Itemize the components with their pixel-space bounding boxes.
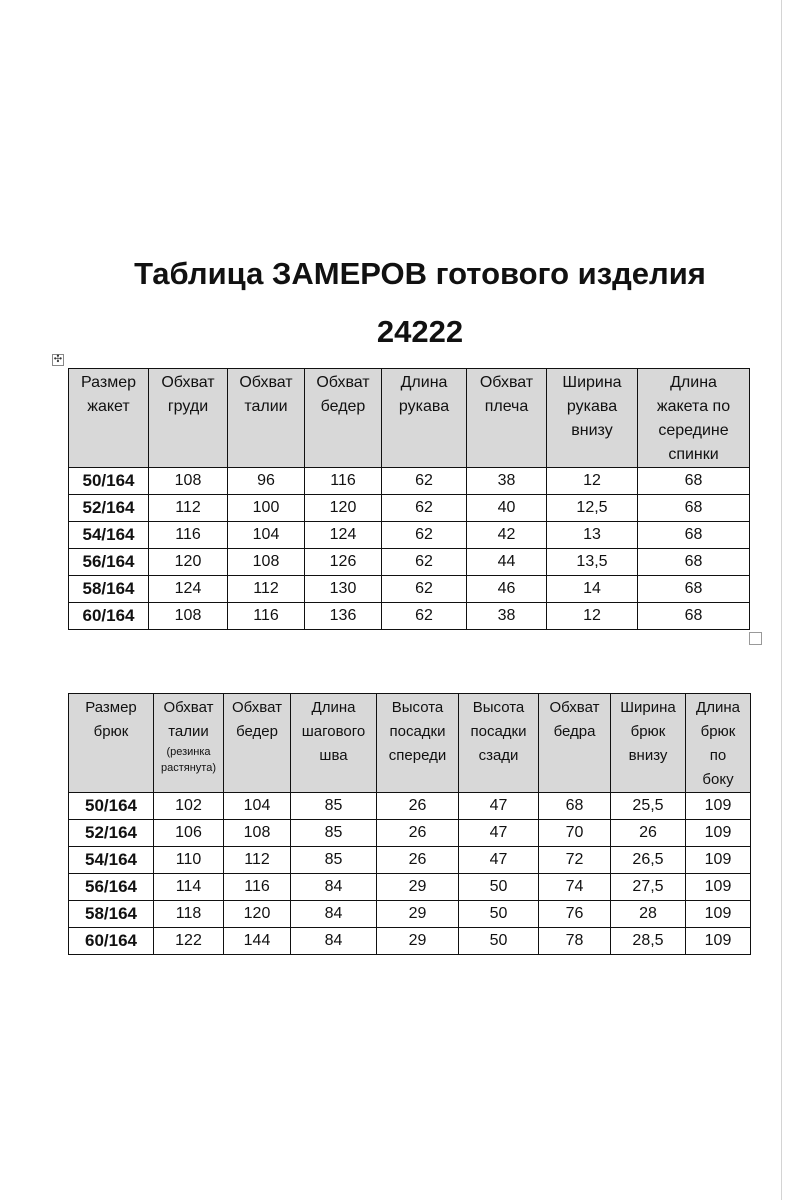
table-cell: 109 — [686, 874, 751, 901]
table-cell: 118 — [154, 901, 224, 928]
header-inseam: Длина шагового шва — [291, 694, 377, 793]
table-cell: 28,5 — [611, 928, 686, 955]
table-cell: 74 — [539, 874, 611, 901]
table-cell: 62 — [382, 603, 467, 630]
table-cell: 42 — [467, 522, 547, 549]
header-side-length: Длина брюк по боку — [686, 694, 751, 793]
table-row — [69, 820, 751, 847]
table-cell: 27,5 — [611, 874, 686, 901]
table-cell: 68 — [638, 576, 750, 603]
table-cell: 84 — [291, 901, 377, 928]
header-shoulder: Обхват плеча — [467, 369, 547, 468]
header-jacket-size: Размер жакет — [69, 369, 149, 468]
jacket-table-body — [69, 468, 750, 630]
table-row — [69, 901, 751, 928]
table-cell: 124 — [305, 522, 382, 549]
model-number: 24222 — [376, 314, 464, 349]
table-cell: 109 — [686, 847, 751, 874]
table-cell: 13,5 — [547, 549, 638, 576]
size-cell: 52/164 — [69, 820, 154, 847]
table-cell: 112 — [224, 847, 291, 874]
table-cell: 96 — [228, 468, 305, 495]
header-hips: Обхват бедер — [305, 369, 382, 468]
header-sleeve-width: Ширина рукава внизу — [547, 369, 638, 468]
table-cell: 68 — [638, 468, 750, 495]
table-cell: 78 — [539, 928, 611, 955]
trousers-table-body — [69, 793, 751, 955]
table-cell: 40 — [467, 495, 547, 522]
size-cell: 60/164 — [69, 928, 154, 955]
size-cell: 52/164 — [69, 495, 149, 522]
table-cell: 110 — [154, 847, 224, 874]
table-cell: 108 — [228, 549, 305, 576]
size-cell: 54/164 — [69, 522, 149, 549]
header-jacket-length: Длина жакета по середине спинки — [638, 369, 750, 468]
table-cell: 108 — [149, 603, 228, 630]
table-cell: 84 — [291, 874, 377, 901]
table-cell: 62 — [382, 576, 467, 603]
size-cell: 58/164 — [69, 901, 154, 928]
table-cell: 38 — [467, 603, 547, 630]
header-front-rise: Высота посадки спереди — [377, 694, 459, 793]
table-cell: 28 — [611, 901, 686, 928]
table-cell: 76 — [539, 901, 611, 928]
table-cell: 116 — [149, 522, 228, 549]
table-cell: 29 — [377, 874, 459, 901]
header-trousers-waist: Обхват талии (резинка растянута) — [154, 694, 224, 793]
table-cell: 112 — [149, 495, 228, 522]
size-cell: 50/164 — [69, 793, 154, 820]
table-cell: 68 — [539, 793, 611, 820]
table-cell: 12,5 — [547, 495, 638, 522]
table-resize-handle[interactable] — [749, 632, 762, 645]
table-cell: 44 — [467, 549, 547, 576]
table-cell: 12 — [547, 468, 638, 495]
table-cell: 50 — [459, 874, 539, 901]
table-cell: 109 — [686, 820, 751, 847]
table-cell: 122 — [154, 928, 224, 955]
table-row — [69, 468, 750, 495]
table-cell: 114 — [154, 874, 224, 901]
jacket-measurements-table — [68, 368, 750, 630]
header-back-rise: Высота посадки сзади — [459, 694, 539, 793]
table-cell: 116 — [224, 874, 291, 901]
table-row — [69, 495, 750, 522]
page-edge-line — [781, 0, 782, 1200]
table-cell: 62 — [382, 495, 467, 522]
size-cell: 60/164 — [69, 603, 149, 630]
table-cell: 26 — [377, 820, 459, 847]
header-trousers-size: Размер брюк — [69, 694, 154, 793]
table-cell: 108 — [224, 820, 291, 847]
table-cell: 29 — [377, 901, 459, 928]
table-cell: 104 — [224, 793, 291, 820]
size-cell: 54/164 — [69, 847, 154, 874]
trousers-header-row — [69, 694, 751, 793]
table-cell: 29 — [377, 928, 459, 955]
table-cell: 26 — [611, 820, 686, 847]
table-cell: 38 — [467, 468, 547, 495]
table-cell: 124 — [149, 576, 228, 603]
header-sleeve-length: Длина рукава — [382, 369, 467, 468]
table-cell: 109 — [686, 928, 751, 955]
table-cell: 62 — [382, 522, 467, 549]
table-cell: 120 — [305, 495, 382, 522]
table-row — [69, 847, 751, 874]
table-cell: 84 — [291, 928, 377, 955]
table-cell: 50 — [459, 901, 539, 928]
table-cell: 26,5 — [611, 847, 686, 874]
table-cell: 120 — [149, 549, 228, 576]
table-cell: 126 — [305, 549, 382, 576]
jacket-header-row — [69, 369, 750, 468]
table-cell: 109 — [686, 793, 751, 820]
table-cell: 68 — [638, 603, 750, 630]
size-cell: 50/164 — [69, 468, 149, 495]
table-row — [69, 522, 750, 549]
table-cell: 85 — [291, 793, 377, 820]
table-cell: 136 — [305, 603, 382, 630]
table-cell: 116 — [228, 603, 305, 630]
table-cell: 112 — [228, 576, 305, 603]
table-cell: 47 — [459, 820, 539, 847]
table-cell: 85 — [291, 820, 377, 847]
table-cell: 106 — [154, 820, 224, 847]
table-cell: 25,5 — [611, 793, 686, 820]
table-row — [69, 928, 751, 955]
table-cell: 46 — [467, 576, 547, 603]
table-cell: 62 — [382, 549, 467, 576]
table-cell: 100 — [228, 495, 305, 522]
table-row — [69, 576, 750, 603]
table-cell: 12 — [547, 603, 638, 630]
table-cell: 50 — [459, 928, 539, 955]
table-cell: 104 — [228, 522, 305, 549]
table-move-handle-icon[interactable]: ✣ — [53, 354, 63, 365]
table-cell: 120 — [224, 901, 291, 928]
table-cell: 116 — [305, 468, 382, 495]
document-title: Таблица ЗАМЕРОВ готового изделия — [134, 256, 706, 291]
table-cell: 68 — [638, 522, 750, 549]
table-cell: 47 — [459, 847, 539, 874]
header-trousers-hips: Обхват бедер — [224, 694, 291, 793]
table-cell: 13 — [547, 522, 638, 549]
header-hem-width: Ширина брюк внизу — [611, 694, 686, 793]
table-row — [69, 793, 751, 820]
size-cell: 58/164 — [69, 576, 149, 603]
waist-note: (резинка растянута) — [161, 746, 216, 774]
table-cell: 72 — [539, 847, 611, 874]
table-cell: 70 — [539, 820, 611, 847]
trousers-measurements-table — [68, 693, 751, 955]
table-row — [69, 549, 750, 576]
table-cell: 26 — [377, 793, 459, 820]
table-cell: 68 — [638, 549, 750, 576]
table-row — [69, 603, 750, 630]
header-chest: Обхват груди — [149, 369, 228, 468]
table-cell: 47 — [459, 793, 539, 820]
table-cell: 109 — [686, 901, 751, 928]
table-cell: 14 — [547, 576, 638, 603]
table-cell: 68 — [638, 495, 750, 522]
header-thigh: Обхват бедра — [539, 694, 611, 793]
table-cell: 26 — [377, 847, 459, 874]
header-waist: Обхват талии — [228, 369, 305, 468]
table-cell: 108 — [149, 468, 228, 495]
table-cell: 130 — [305, 576, 382, 603]
table-row — [69, 874, 751, 901]
size-cell: 56/164 — [69, 549, 149, 576]
size-cell: 56/164 — [69, 874, 154, 901]
table-cell: 144 — [224, 928, 291, 955]
table-cell: 85 — [291, 847, 377, 874]
table-cell: 102 — [154, 793, 224, 820]
table-cell: 62 — [382, 468, 467, 495]
